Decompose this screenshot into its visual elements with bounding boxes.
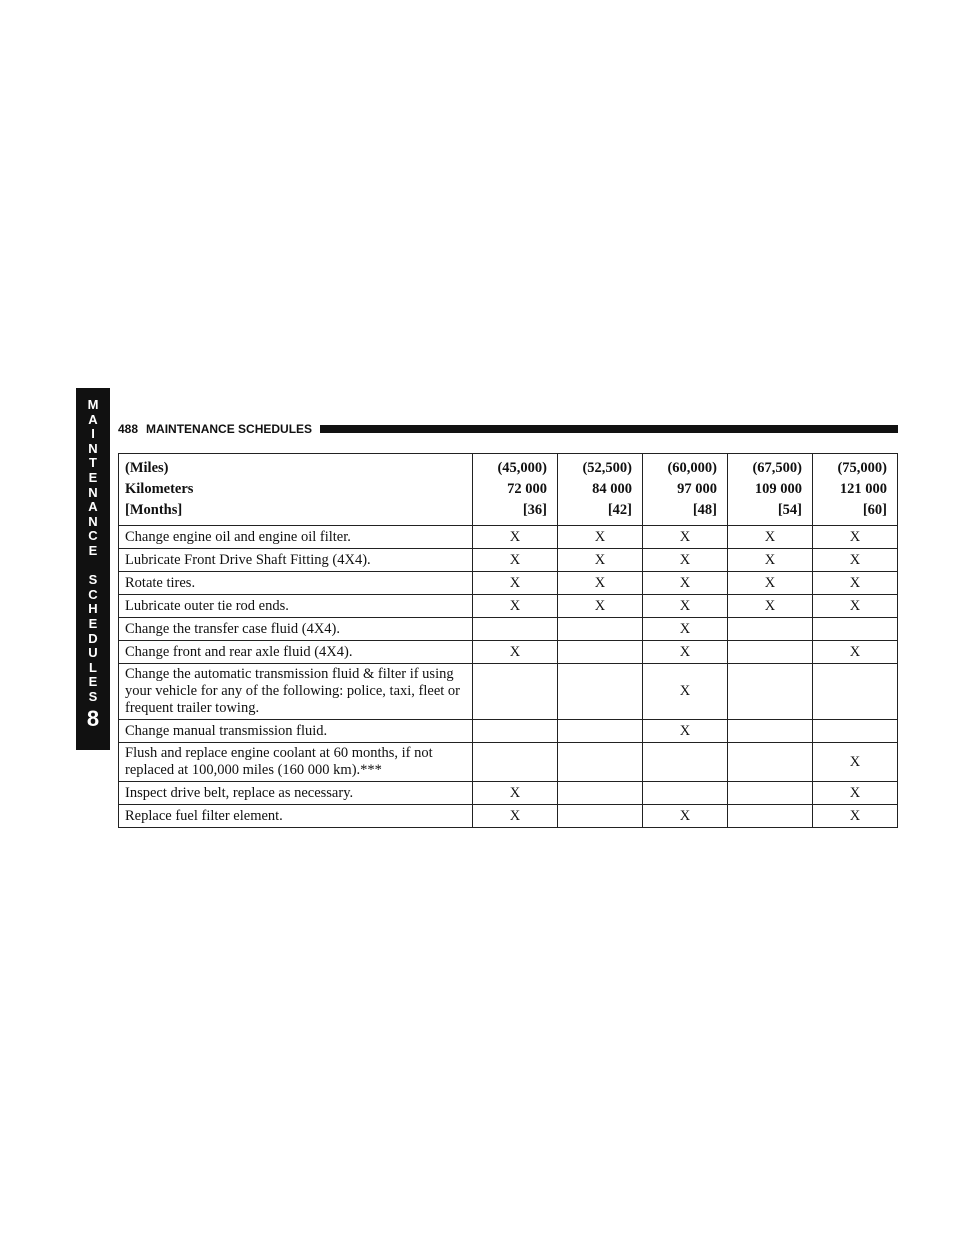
interval-header-1	[473, 454, 558, 526]
interval-miles: (52,500)	[582, 460, 632, 476]
mark-cell: X	[728, 549, 813, 572]
table-row	[119, 572, 898, 595]
mark-cell: X	[473, 782, 558, 805]
interval-km: 97 000	[677, 481, 717, 497]
mark-cell: X	[643, 526, 728, 549]
header-labels-cell	[119, 454, 473, 526]
side-tab-letter: S	[88, 572, 98, 588]
interval-km: 84 000	[592, 481, 632, 497]
page-number: 488	[118, 422, 139, 436]
mark-cell: X	[473, 572, 558, 595]
section-title: MAINTENANCE SCHEDULES	[146, 422, 313, 436]
mark-cell	[558, 782, 643, 805]
mark-cell: X	[728, 572, 813, 595]
mark-cell	[728, 805, 813, 828]
mark-cell	[728, 720, 813, 743]
task-cell: Lubricate outer tie rod ends.	[119, 595, 473, 618]
side-tab-gap	[88, 559, 99, 574]
interval-header-2	[558, 454, 643, 526]
table-row	[119, 720, 898, 743]
mark-cell: X	[558, 572, 643, 595]
table-row	[119, 743, 898, 782]
mark-cell: X	[473, 549, 558, 572]
mark-cell: X	[643, 664, 728, 720]
header-rule	[320, 425, 898, 433]
interval-months: [36]	[522, 502, 547, 518]
maintenance-schedule-table	[118, 453, 898, 828]
interval-header-4	[728, 454, 813, 526]
side-tab-letter: M	[87, 397, 99, 412]
mark-cell	[473, 664, 558, 720]
mark-cell	[728, 664, 813, 720]
side-tab-letter: H	[88, 601, 98, 617]
mark-cell: X	[473, 595, 558, 618]
task-cell: Inspect drive belt, replace as necessary.	[119, 782, 473, 805]
chapter-side-tab	[76, 388, 110, 750]
interval-miles: (67,500)	[752, 460, 802, 476]
task-cell: Lubricate Front Drive Shaft Fitting (4X4).	[119, 549, 473, 572]
mark-cell: X	[558, 595, 643, 618]
mark-cell: X	[643, 572, 728, 595]
task-cell: Change manual transmission fluid.	[119, 720, 473, 743]
mark-cell: X	[558, 549, 643, 572]
interval-miles: (75,000)	[837, 460, 887, 476]
table-row	[119, 641, 898, 664]
table-row	[119, 526, 898, 549]
side-tab-letter: A	[88, 411, 98, 427]
interval-header-3	[643, 454, 728, 526]
task-cell: Change the automatic transmission fluid & filter if using your vehicle for any of the following: police, taxi, fleet or frequent trailer towing.	[119, 664, 473, 720]
task-cell: Change engine oil and engine oil filter.	[119, 526, 473, 549]
mark-cell	[728, 743, 813, 782]
side-tab-letter: D	[88, 630, 98, 646]
side-tab-letter: L	[89, 659, 97, 675]
mark-cell: X	[643, 805, 728, 828]
mark-cell	[558, 805, 643, 828]
mark-cell	[813, 720, 898, 743]
page-header	[118, 421, 898, 437]
side-tab-letter: E	[88, 674, 98, 690]
task-cell: Change front and rear axle fluid (4X4).	[119, 641, 473, 664]
interval-months: [42]	[607, 502, 632, 518]
task-cell: Flush and replace engine coolant at 60 months, if not replaced at 100,000 miles (160 000 km).***	[119, 743, 473, 782]
side-tab-letter: A	[88, 499, 98, 515]
interval-km: 109 000	[754, 481, 802, 497]
header-label-kilometers: Kilometers	[125, 481, 194, 497]
mark-cell	[813, 618, 898, 641]
mark-cell: X	[473, 641, 558, 664]
mark-cell: X	[473, 526, 558, 549]
mark-cell	[643, 743, 728, 782]
mark-cell: X	[813, 595, 898, 618]
mark-cell	[813, 664, 898, 720]
mark-cell: X	[813, 805, 898, 828]
side-tab-letter: T	[89, 455, 97, 471]
interval-km: 72 000	[507, 481, 547, 497]
mark-cell	[473, 720, 558, 743]
side-tab-letter: E	[88, 542, 98, 558]
mark-cell	[558, 743, 643, 782]
interval-miles: (60,000)	[667, 460, 717, 476]
mark-cell	[643, 782, 728, 805]
interval-km: 121 000	[839, 481, 887, 497]
mark-cell: X	[813, 641, 898, 664]
mark-cell: X	[643, 720, 728, 743]
mark-cell	[558, 720, 643, 743]
mark-cell: X	[643, 549, 728, 572]
side-tab-letters	[88, 398, 99, 704]
side-tab-letter: C	[88, 586, 98, 602]
chapter-number: 8	[86, 706, 100, 732]
mark-cell: X	[813, 549, 898, 572]
table-row	[119, 618, 898, 641]
interval-months: [48]	[692, 502, 717, 518]
side-tab-letter: C	[88, 528, 98, 544]
task-cell: Replace fuel filter element.	[119, 805, 473, 828]
mark-cell	[728, 618, 813, 641]
side-tab-letter: N	[88, 440, 98, 456]
side-tab-letter: U	[88, 645, 98, 661]
interval-months: [54]	[777, 502, 802, 518]
side-tab-letter: N	[88, 513, 98, 529]
header-label-months: [Months]	[125, 502, 183, 518]
side-tab-letter: S	[88, 688, 98, 704]
mark-cell	[728, 641, 813, 664]
side-tab-letter: E	[88, 615, 98, 631]
mark-cell: X	[643, 641, 728, 664]
mark-cell: X	[813, 572, 898, 595]
table-row	[119, 595, 898, 618]
header-label-miles: (Miles)	[125, 460, 169, 476]
mark-cell: X	[558, 526, 643, 549]
mark-cell	[728, 782, 813, 805]
mark-cell	[473, 618, 558, 641]
table-header-row	[119, 454, 898, 526]
side-tab-letter: E	[88, 469, 98, 485]
interval-header-5	[813, 454, 898, 526]
task-cell: Change the transfer case fluid (4X4).	[119, 618, 473, 641]
task-cell: Rotate tires.	[119, 572, 473, 595]
mark-cell: X	[813, 743, 898, 782]
mark-cell	[558, 641, 643, 664]
mark-cell	[473, 743, 558, 782]
mark-cell: X	[813, 782, 898, 805]
interval-months: [60]	[862, 502, 887, 518]
mark-cell: X	[643, 595, 728, 618]
mark-cell: X	[813, 526, 898, 549]
mark-cell	[558, 618, 643, 641]
table-row	[119, 782, 898, 805]
table-row	[119, 549, 898, 572]
mark-cell: X	[728, 595, 813, 618]
mark-cell: X	[473, 805, 558, 828]
mark-cell: X	[643, 618, 728, 641]
table-row	[119, 664, 898, 720]
mark-cell: X	[728, 526, 813, 549]
mark-cell	[558, 664, 643, 720]
side-tab-letter: I	[91, 426, 95, 442]
side-tab-letter: N	[88, 484, 98, 500]
table-row	[119, 805, 898, 828]
interval-miles: (45,000)	[497, 460, 547, 476]
